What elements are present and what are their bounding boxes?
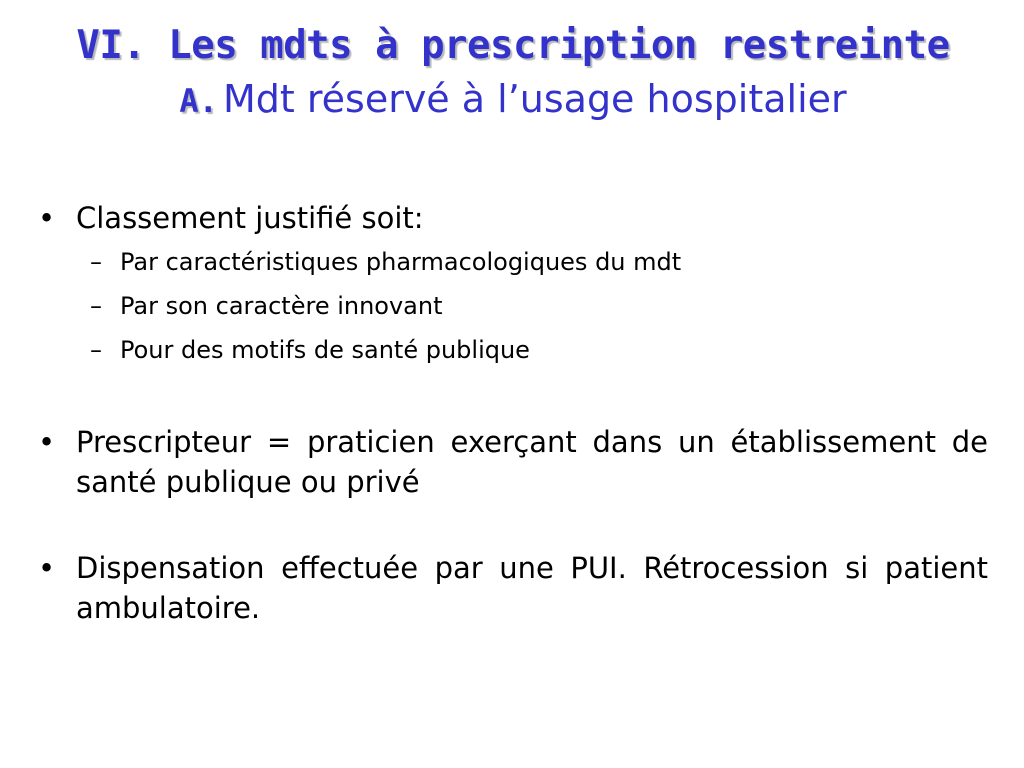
sub-item-text: Pour des motifs de santé publique	[120, 336, 530, 364]
bullet-text: Classement justifié soit:	[76, 201, 424, 235]
bullet-item	[38, 198, 988, 238]
bullet-item	[38, 548, 988, 628]
title-subsection-text: Mdt réservé à l’usage hospitalier	[222, 77, 847, 121]
slide-body	[38, 198, 988, 628]
bullet-icon: •	[38, 551, 56, 585]
bullet-item	[38, 422, 988, 502]
title-main: VI. Les mdts à prescription restreinte	[76, 23, 950, 68]
dash-icon: –	[90, 336, 102, 364]
bullet-icon: •	[38, 201, 56, 235]
sub-item	[38, 240, 988, 284]
bullet-text: Dispensation effectuée par une PUI. Rétrocession si patient ambulatoire.	[76, 551, 988, 625]
sub-item	[38, 284, 988, 328]
bullet-text: Prescripteur = praticien exerçant dans un établissement de santé publique ou privé	[76, 425, 988, 499]
sub-item-text: Par caractéristiques pharmacologiques du mdt	[120, 248, 682, 276]
dash-icon: –	[90, 248, 102, 276]
sub-item-text: Par son caractère innovant	[120, 292, 443, 320]
title-subline	[18, 72, 1008, 134]
slide-title	[18, 20, 1008, 134]
sub-item	[38, 328, 988, 372]
title-subsection-prefix: A.	[179, 82, 218, 120]
bullet-icon: •	[38, 425, 56, 459]
dash-icon: –	[90, 292, 102, 320]
sub-list	[38, 240, 988, 372]
